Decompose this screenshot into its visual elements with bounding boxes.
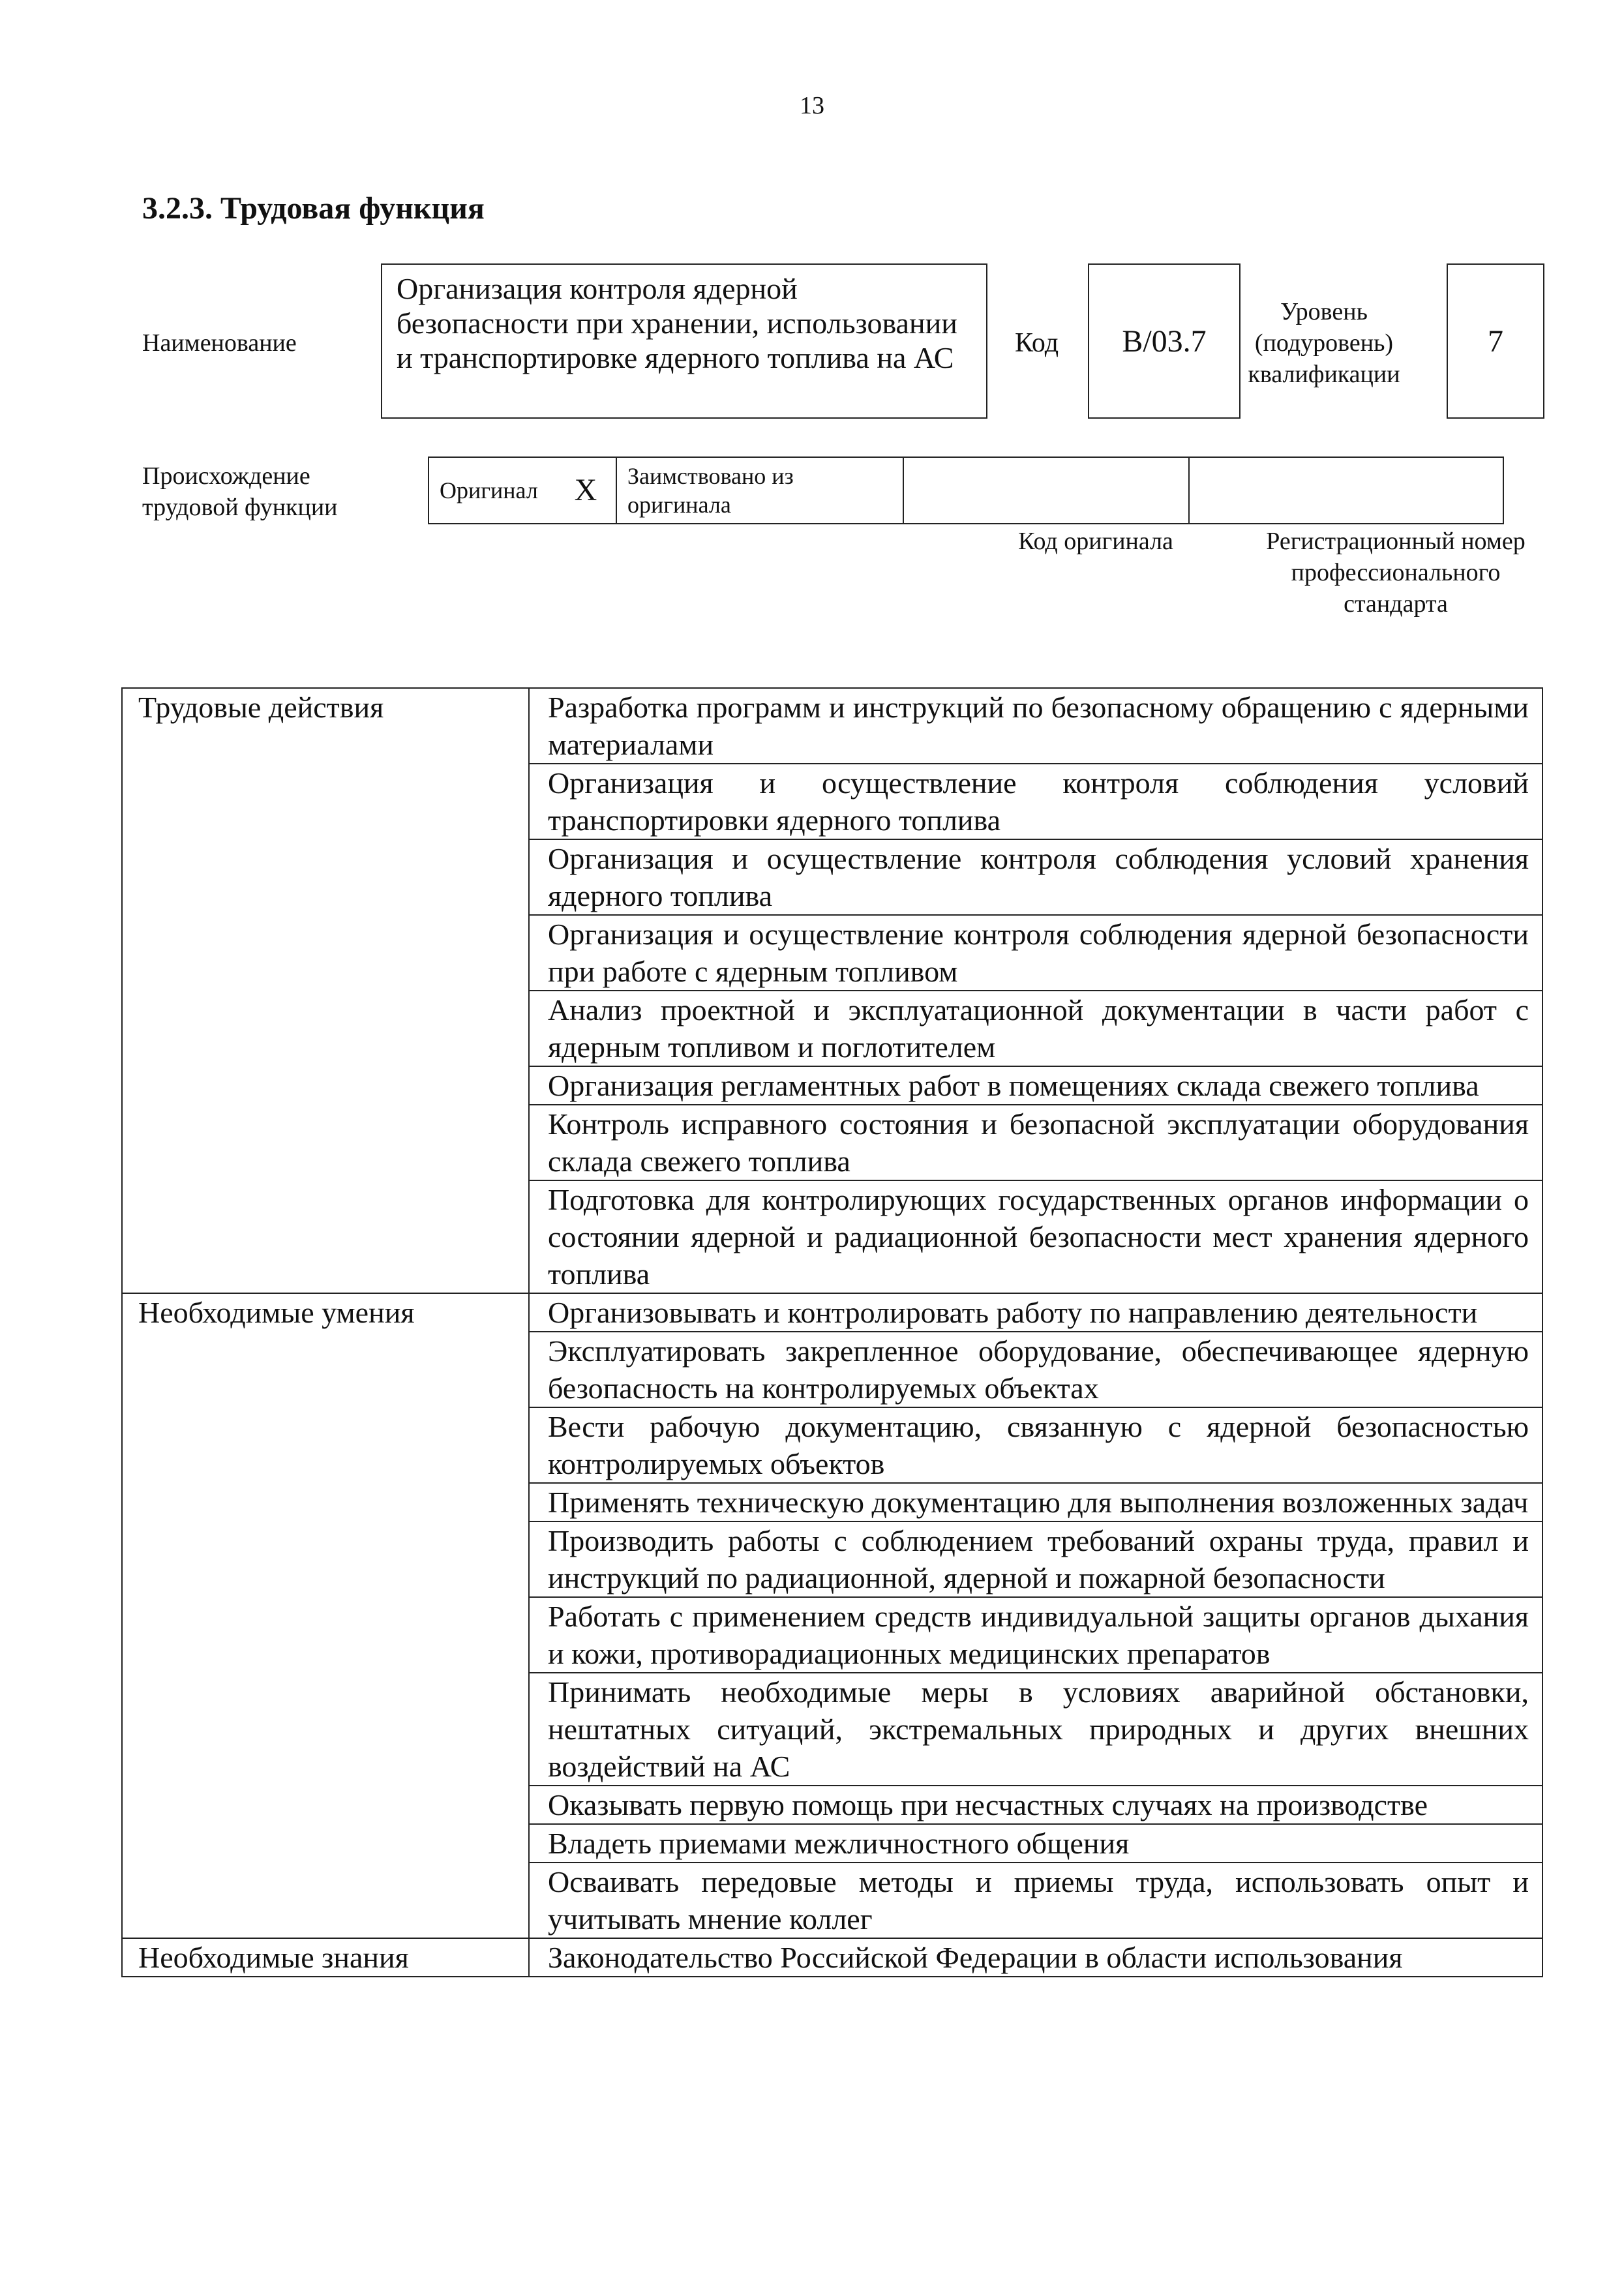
registration-number-caption: Регистрационный номер профессионального стандарта [1266, 528, 1526, 618]
section-label: Необходимые умения [122, 1293, 529, 1938]
list-item: Организация и осуществление контроля соблюдения ядерной безопасности при работе с ядерным топливом [529, 915, 1542, 991]
list-item: Организовывать и контролировать работу по направлению деятельности [529, 1293, 1542, 1332]
function-name: Организация контроля ядерной безопасности при хранении, использовании и транспортировке ядерного топлива на АС [381, 263, 987, 419]
section-label: Трудовые действия [122, 688, 529, 1293]
original-code-caption: Код оригинала [1018, 528, 1173, 555]
list-item: Оказывать первую помощь при несчастных случаях на производстве [529, 1786, 1542, 1824]
section-title: 3.2.3. Трудовая функция [142, 191, 485, 226]
name-label: Наименование [142, 329, 297, 357]
page-number: 13 [800, 92, 824, 119]
list-item: Разработка программ и инструкций по безопасному обращению с ядерными материалами [529, 688, 1542, 764]
list-item: Владеть приемами межличностного общения [529, 1824, 1542, 1863]
table-row [122, 1293, 1542, 1332]
original-label: Оригинал [429, 457, 556, 524]
list-item: Применять техническую документацию для выполнения возложенных задач [529, 1483, 1542, 1521]
list-item: Вести рабочую документацию, связанную с ядерной безопасностью контролируемых объектов [529, 1407, 1542, 1483]
list-item: Контроль исправного состояния и безопасной эксплуатации оборудования склада свежего топлива [529, 1105, 1542, 1180]
list-item: Работать с применением средств индивидуальной защиты органов дыхания и кожи, противорадиационных медицинских препаратов [529, 1597, 1542, 1673]
list-item: Организация регламентных работ в помещениях склада свежего топлива [529, 1066, 1542, 1105]
list-item: Принимать необходимые меры в условиях аварийной обстановки, нештатных ситуаций, экстремальных природных и других внешних воздействий на АС [529, 1673, 1542, 1786]
table-row [122, 688, 1542, 764]
registration-number-cell [1189, 457, 1503, 524]
function-details-table [121, 687, 1543, 1977]
table-row [122, 1938, 1542, 1977]
section-label: Необходимые знания [122, 1938, 529, 1977]
qualification-level: 7 [1447, 263, 1544, 419]
list-item: Законодательство Российской Федерации в области использования [529, 1938, 1542, 1977]
list-item: Осваивать передовые методы и приемы труда, использовать опыт и учитывать мнение коллег [529, 1863, 1542, 1938]
list-item: Организация и осуществление контроля соблюдения условий хранения ядерного топлива [529, 839, 1542, 915]
list-item: Подготовка для контролирующих государственных органов информации о состоянии ядерной и радиационной безопасности мест хранения ядерного топлива [529, 1180, 1542, 1293]
origin-label: Происхождение трудовой функции [142, 462, 338, 521]
list-item: Эксплуатировать закрепленное оборудование, обеспечивающее ядерную безопасность на контролируемых объектах [529, 1332, 1542, 1407]
origin-table [428, 457, 1504, 524]
qualification-level-label: Уровень (подуровень) квалификации [1248, 298, 1400, 388]
list-item: Организация и осуществление контроля соблюдения условий транспортировки ядерного топлива [529, 764, 1542, 839]
function-code: В/03.7 [1088, 263, 1241, 419]
original-mark: X [556, 457, 616, 524]
list-item: Производить работы с соблюдением требований охраны труда, правил и инструкций по радиационной, ядерной и пожарной безопасности [529, 1521, 1542, 1597]
borrowed-label: Заимствовано из оригинала [616, 457, 903, 524]
list-item: Анализ проектной и эксплуатационной документации в части работ с ядерным топливом и поглотителем [529, 991, 1542, 1066]
code-label: Код [1015, 328, 1059, 358]
original-code-cell [903, 457, 1189, 524]
